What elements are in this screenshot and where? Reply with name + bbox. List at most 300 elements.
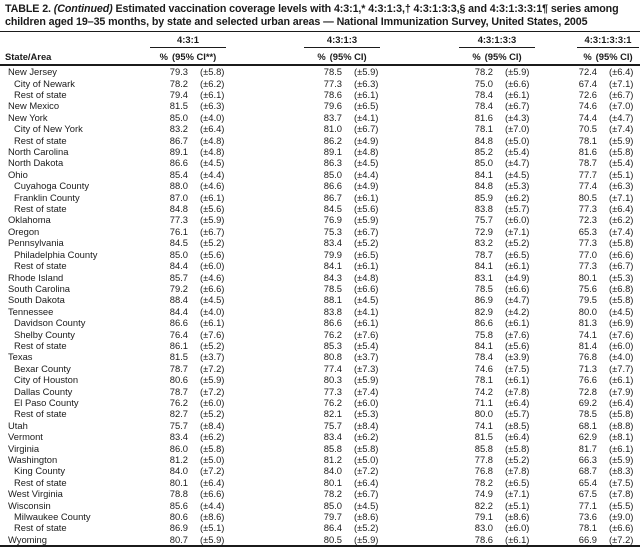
- coverage-pct-cell: 80.6: [169, 374, 188, 386]
- confidence-interval-cell: (±7.1): [505, 225, 530, 237]
- coverage-pct-cell: 68.1: [578, 419, 597, 431]
- confidence-interval-cell: (±8.6): [354, 511, 379, 523]
- state-area-cell: Utah: [8, 419, 28, 431]
- table-row: [0, 363, 640, 374]
- coverage-pct-cell: 89.1: [323, 146, 342, 158]
- confidence-interval-cell: (±5.9): [505, 66, 530, 78]
- coverage-pct-cell: 86.2: [323, 134, 342, 146]
- confidence-interval-cell: (±5.3): [505, 180, 530, 192]
- state-area-cell: Wyoming: [8, 533, 47, 545]
- coverage-pct-cell: 84.1: [474, 168, 493, 180]
- coverage-pct-cell: 78.5: [578, 408, 597, 420]
- confidence-interval-cell: (±7.1): [505, 488, 530, 500]
- coverage-pct-cell: 81.6: [474, 111, 493, 123]
- coverage-pct-cell: 72.4: [578, 66, 597, 78]
- coverage-pct-cell: 80.6: [169, 511, 188, 523]
- coverage-pct-cell: 77.8: [474, 454, 493, 465]
- coverage-pct-cell: 75.0: [474, 77, 493, 89]
- confidence-interval-cell: (±4.7): [505, 294, 530, 306]
- coverage-pct-cell: 84.5: [323, 203, 342, 215]
- column-group-4-3-1: [150, 32, 304, 49]
- coverage-pct-cell: 75.6: [578, 282, 597, 294]
- table-row: [0, 203, 640, 214]
- table-row: [0, 123, 640, 134]
- coverage-pct-cell: 78.7: [578, 157, 597, 169]
- subheader-4-3-1-3-3: [455, 48, 559, 65]
- state-area-header-spacer: [0, 32, 150, 49]
- state-area-cell: South Dakota: [8, 294, 65, 306]
- confidence-interval-cell: (±8.1): [609, 431, 634, 443]
- coverage-pct-cell: 84.8: [474, 134, 493, 146]
- column-group-label: 4:3:1: [150, 34, 226, 48]
- table-row: [0, 157, 640, 168]
- coverage-pct-cell: 86.6: [474, 317, 493, 329]
- table-row: [0, 135, 640, 146]
- coverage-pct-cell: 86.6: [169, 157, 188, 169]
- table-row: [0, 78, 640, 89]
- confidence-interval-cell: (±7.2): [200, 465, 225, 477]
- coverage-pct-cell: 81.5: [169, 100, 188, 112]
- confidence-interval-cell: (±6.1): [609, 374, 634, 386]
- continued-label: (Continued): [53, 3, 113, 15]
- confidence-interval-cell: (±4.8): [354, 271, 379, 283]
- coverage-pct-cell: 71.3: [578, 362, 597, 374]
- confidence-interval-cell: (±4.8): [200, 134, 225, 146]
- confidence-interval-cell: (±6.7): [354, 225, 379, 237]
- pct-header: %: [159, 51, 169, 63]
- coverage-pct-cell: 86.7: [323, 191, 342, 203]
- state-area-cell: City of Newark: [14, 77, 75, 89]
- confidence-interval-cell: (±7.8): [609, 488, 634, 500]
- confidence-interval-cell: (±6.8): [609, 282, 634, 294]
- table-row: [0, 226, 640, 237]
- coverage-pct-cell: 66.9: [578, 533, 597, 545]
- state-area-cell: Rest of state: [14, 522, 67, 534]
- confidence-interval-cell: (±6.5): [354, 100, 379, 112]
- state-area-cell: Tennessee: [8, 305, 54, 317]
- confidence-interval-cell: (±5.2): [354, 237, 379, 249]
- confidence-interval-cell: (±6.2): [505, 191, 530, 203]
- table-row: [0, 260, 640, 271]
- coverage-pct-cell: 83.4: [169, 431, 188, 443]
- state-area-cell: New Jersey: [8, 66, 57, 78]
- subheader-4-3-1-3-3-1: [559, 48, 640, 65]
- coverage-pct-cell: 80.1: [578, 271, 597, 283]
- coverage-pct-cell: 84.4: [169, 305, 188, 317]
- coverage-pct-cell: 71.1: [474, 396, 493, 408]
- confidence-interval-cell: (±4.7): [505, 157, 530, 169]
- coverage-pct-cell: 86.6: [169, 317, 188, 329]
- coverage-pct-cell: 86.6: [323, 317, 342, 329]
- confidence-interval-cell: (±6.6): [354, 282, 379, 294]
- coverage-pct-cell: 77.3: [578, 260, 597, 272]
- table-row: [0, 272, 640, 283]
- confidence-interval-cell: (±6.7): [609, 89, 634, 100]
- confidence-interval-cell: (±6.1): [354, 89, 379, 100]
- coverage-pct-cell: 67.4: [578, 77, 597, 89]
- confidence-interval-cell: (±5.7): [505, 408, 530, 420]
- coverage-pct-cell: 84.5: [169, 237, 188, 249]
- confidence-interval-cell: (±6.0): [505, 214, 530, 226]
- confidence-interval-cell: (±7.3): [354, 362, 379, 374]
- state-area-cell: New York: [8, 111, 48, 123]
- coverage-pct-cell: 77.3: [323, 77, 342, 89]
- coverage-pct-cell: 77.3: [578, 203, 597, 215]
- confidence-interval-cell: (±5.0): [200, 454, 225, 465]
- coverage-pct-cell: 76.6: [578, 374, 597, 386]
- table-title: [0, 0, 640, 31]
- confidence-interval-cell: (±6.7): [505, 100, 530, 112]
- ci-header: (95% CI): [595, 51, 633, 63]
- confidence-interval-cell: (±5.1): [505, 499, 530, 511]
- coverage-pct-cell: 78.5: [323, 282, 342, 294]
- confidence-interval-cell: (±7.6): [505, 328, 530, 340]
- state-area-cell: Vermont: [8, 431, 43, 443]
- coverage-pct-cell: 62.9: [578, 431, 597, 443]
- coverage-pct-cell: 84.1: [474, 260, 493, 272]
- confidence-interval-cell: (±5.9): [354, 374, 379, 386]
- coverage-pct-cell: 77.4: [578, 180, 597, 192]
- confidence-interval-cell: (±7.1): [609, 77, 634, 89]
- coverage-pct-cell: 83.8: [474, 203, 493, 215]
- confidence-interval-cell: (±5.2): [200, 339, 225, 351]
- coverage-pct-cell: 85.0: [323, 499, 342, 511]
- confidence-interval-cell: (±8.3): [609, 465, 634, 477]
- coverage-pct-cell: 86.4: [323, 522, 342, 534]
- coverage-pct-cell: 74.2: [474, 385, 493, 397]
- coverage-pct-cell: 76.9: [323, 214, 342, 226]
- coverage-pct-cell: 85.4: [169, 168, 188, 180]
- confidence-interval-cell: (±6.4): [609, 66, 634, 78]
- confidence-interval-cell: (±6.9): [609, 317, 634, 329]
- table-row: [0, 477, 640, 488]
- confidence-interval-cell: (±4.9): [354, 180, 379, 192]
- confidence-interval-cell: (±8.8): [609, 419, 634, 431]
- coverage-pct-cell: 78.2: [474, 66, 493, 78]
- confidence-interval-cell: (±6.4): [505, 431, 530, 443]
- confidence-interval-cell: (±4.5): [354, 499, 379, 511]
- coverage-pct-cell: 84.0: [323, 465, 342, 477]
- confidence-interval-cell: (±4.5): [354, 157, 379, 169]
- confidence-interval-cell: (±3.7): [200, 351, 225, 363]
- coverage-pct-cell: 74.6: [578, 100, 597, 112]
- coverage-pct-cell: 81.5: [474, 431, 493, 443]
- confidence-interval-cell: (±5.8): [200, 442, 225, 454]
- coverage-pct-cell: 85.0: [323, 168, 342, 180]
- state-area-cell: Rhode Island: [8, 271, 64, 283]
- table-row: [0, 431, 640, 442]
- coverage-pct-cell: 84.8: [474, 180, 493, 192]
- state-area-cell: Rest of state: [14, 89, 67, 100]
- confidence-interval-cell: (±5.9): [354, 533, 379, 545]
- confidence-interval-cell: (±5.2): [200, 237, 225, 249]
- coverage-pct-cell: 77.7: [578, 168, 597, 180]
- coverage-pct-cell: 80.1: [169, 476, 188, 488]
- confidence-interval-cell: (±5.2): [354, 522, 379, 534]
- coverage-pct-cell: 73.6: [578, 511, 597, 523]
- coverage-pct-cell: 86.1: [169, 339, 188, 351]
- coverage-pct-cell: 70.5: [578, 123, 597, 135]
- confidence-interval-cell: (±5.8): [609, 294, 634, 306]
- coverage-pct-cell: 76.8: [474, 465, 493, 477]
- coverage-pct-cell: 78.7: [169, 362, 188, 374]
- state-area-header: State/Area: [0, 48, 150, 65]
- table-row: [0, 340, 640, 351]
- confidence-interval-cell: (±6.6): [505, 77, 530, 89]
- coverage-pct-cell: 76.2: [323, 328, 342, 340]
- coverage-pct-cell: 79.3: [169, 66, 188, 78]
- coverage-pct-cell: 74.1: [578, 328, 597, 340]
- confidence-interval-cell: (±6.1): [200, 191, 225, 203]
- confidence-interval-cell: (±6.2): [200, 77, 225, 89]
- confidence-interval-cell: (±5.8): [505, 442, 530, 454]
- confidence-interval-cell: (±5.6): [505, 339, 530, 351]
- coverage-pct-cell: 85.9: [474, 191, 493, 203]
- confidence-interval-cell: (±7.6): [354, 328, 379, 340]
- coverage-pct-cell: 85.8: [323, 442, 342, 454]
- coverage-pct-cell: 75.7: [474, 214, 493, 226]
- coverage-pct-cell: 80.5: [578, 191, 597, 203]
- coverage-pct-cell: 86.7: [169, 134, 188, 146]
- state-area-cell: Ohio: [8, 168, 28, 180]
- confidence-interval-cell: (±6.6): [609, 522, 634, 534]
- confidence-interval-cell: (±5.8): [609, 237, 634, 249]
- state-area-cell: Virginia: [8, 442, 40, 454]
- confidence-interval-cell: (±6.6): [200, 488, 225, 500]
- confidence-interval-cell: (±7.5): [505, 362, 530, 374]
- state-area-cell: Rest of state: [14, 134, 67, 146]
- confidence-interval-cell: (±5.5): [609, 499, 634, 511]
- confidence-interval-cell: (±5.8): [609, 408, 634, 420]
- coverage-pct-cell: 77.3: [578, 237, 597, 249]
- column-group-label: 4:3:1:3:3:1: [577, 34, 639, 48]
- coverage-pct-cell: 84.0: [169, 465, 188, 477]
- state-area-cell: Philadelphia County: [14, 248, 98, 260]
- coverage-pct-cell: 81.4: [578, 339, 597, 351]
- confidence-interval-cell: (±6.7): [200, 225, 225, 237]
- confidence-interval-cell: (±4.4): [200, 499, 225, 511]
- confidence-interval-cell: (±4.0): [609, 351, 634, 363]
- coverage-pct-cell: 76.2: [323, 396, 342, 408]
- coverage-pct-cell: 76.4: [169, 328, 188, 340]
- ci-header: (95% CI): [484, 51, 522, 63]
- confidence-interval-cell: (±5.2): [505, 454, 530, 465]
- confidence-interval-cell: (±6.7): [609, 260, 634, 272]
- coverage-pct-cell: 69.2: [578, 396, 597, 408]
- state-area-cell: City of Houston: [14, 374, 79, 386]
- coverage-pct-cell: 80.8: [323, 351, 342, 363]
- coverage-pct-cell: 75.7: [323, 419, 342, 431]
- state-area-cell: King County: [14, 465, 66, 477]
- confidence-interval-cell: (±4.3): [505, 111, 530, 123]
- coverage-pct-cell: 78.7: [169, 385, 188, 397]
- table-header: [0, 32, 640, 66]
- coverage-pct-cell: 72.6: [578, 89, 597, 100]
- coverage-pct-cell: 78.6: [474, 533, 493, 545]
- confidence-interval-cell: (±6.1): [200, 89, 225, 100]
- table-row: [0, 65, 640, 77]
- confidence-interval-cell: (±6.5): [354, 248, 379, 260]
- confidence-interval-cell: (±5.2): [505, 237, 530, 249]
- confidence-interval-cell: (±7.4): [354, 385, 379, 397]
- coverage-pct-cell: 74.9: [474, 488, 493, 500]
- confidence-interval-cell: (±7.9): [609, 385, 634, 397]
- coverage-pct-cell: 85.3: [323, 339, 342, 351]
- coverage-pct-cell: 82.1: [323, 408, 342, 420]
- coverage-pct-cell: 79.6: [323, 100, 342, 112]
- confidence-interval-cell: (±6.1): [609, 442, 634, 454]
- confidence-interval-cell: (±7.2): [354, 465, 379, 477]
- confidence-interval-cell: (±7.2): [609, 533, 634, 545]
- vaccination-coverage-table: [0, 31, 640, 547]
- coverage-pct-cell: 80.1: [323, 476, 342, 488]
- coverage-pct-cell: 83.7: [323, 111, 342, 123]
- coverage-pct-cell: 85.0: [474, 157, 493, 169]
- coverage-pct-cell: 84.4: [169, 260, 188, 272]
- state-area-cell: Rest of state: [14, 339, 67, 351]
- confidence-interval-cell: (±6.1): [505, 374, 530, 386]
- state-area-cell: South Carolina: [8, 282, 71, 294]
- state-area-cell: Franklin County: [14, 191, 80, 203]
- confidence-interval-cell: (±5.7): [505, 203, 530, 215]
- confidence-interval-cell: (±4.4): [354, 168, 379, 180]
- confidence-interval-cell: (±5.4): [609, 157, 634, 169]
- confidence-interval-cell: (±6.1): [354, 317, 379, 329]
- table-body: [0, 65, 640, 546]
- coverage-pct-cell: 83.2: [474, 237, 493, 249]
- coverage-pct-cell: 74.1: [474, 419, 493, 431]
- coverage-pct-cell: 86.9: [474, 294, 493, 306]
- table-row: [0, 465, 640, 476]
- state-area-cell: Rest of state: [14, 260, 67, 272]
- table-row: [0, 534, 640, 546]
- confidence-interval-cell: (±6.5): [505, 476, 530, 488]
- confidence-interval-cell: (±6.2): [200, 431, 225, 443]
- coverage-pct-cell: 78.5: [323, 66, 342, 78]
- confidence-interval-cell: (±7.7): [609, 362, 634, 374]
- confidence-interval-cell: (±4.2): [505, 305, 530, 317]
- table-row: [0, 386, 640, 397]
- coverage-pct-cell: 72.8: [578, 385, 597, 397]
- confidence-interval-cell: (±5.9): [354, 66, 379, 78]
- confidence-interval-cell: (±6.1): [200, 317, 225, 329]
- confidence-interval-cell: (±4.6): [200, 180, 225, 192]
- confidence-interval-cell: (±6.7): [354, 488, 379, 500]
- table-row: [0, 100, 640, 111]
- pct-header: %: [317, 51, 326, 63]
- coverage-pct-cell: 79.4: [169, 89, 188, 100]
- table-row: [0, 511, 640, 522]
- state-area-cell: Washington: [8, 454, 58, 465]
- confidence-interval-cell: (±6.7): [354, 123, 379, 135]
- state-area-cell: El Paso County: [14, 396, 79, 408]
- coverage-pct-cell: 80.0: [474, 408, 493, 420]
- table-row: [0, 283, 640, 294]
- column-group-label: 4:3:1:3: [304, 34, 380, 48]
- table-row: [0, 329, 640, 340]
- table-row: [0, 351, 640, 362]
- ci-header: (95% CI): [329, 51, 367, 63]
- coverage-pct-cell: 79.2: [169, 282, 188, 294]
- state-area-cell: Milwaukee County: [14, 511, 91, 523]
- coverage-pct-cell: 66.3: [578, 454, 597, 465]
- confidence-interval-cell: (±4.0): [200, 305, 225, 317]
- table-row: [0, 443, 640, 454]
- table-row: [0, 317, 640, 328]
- confidence-interval-cell: (±4.6): [200, 271, 225, 283]
- coverage-pct-cell: 78.1: [578, 134, 597, 146]
- coverage-pct-cell: 79.5: [578, 294, 597, 306]
- coverage-pct-cell: 86.9: [169, 522, 188, 534]
- subheader-4-3-1-3: [304, 48, 455, 65]
- confidence-interval-cell: (±5.8): [354, 442, 379, 454]
- confidence-interval-cell: (±6.4): [505, 396, 530, 408]
- confidence-interval-cell: (±6.4): [354, 476, 379, 488]
- coverage-pct-cell: 84.1: [323, 260, 342, 272]
- confidence-interval-cell: (±4.8): [200, 146, 225, 158]
- confidence-interval-cell: (±4.8): [354, 146, 379, 158]
- coverage-pct-cell: 83.1: [474, 271, 493, 283]
- state-area-cell: Bexar County: [14, 362, 71, 374]
- coverage-pct-cell: 82.7: [169, 408, 188, 420]
- confidence-interval-cell: (±4.1): [354, 305, 379, 317]
- coverage-pct-cell: 85.7: [169, 271, 188, 283]
- confidence-interval-cell: (±7.6): [609, 328, 634, 340]
- coverage-pct-cell: 72.9: [474, 225, 493, 237]
- confidence-interval-cell: (±4.7): [609, 111, 634, 123]
- coverage-pct-cell: 77.0: [578, 248, 597, 260]
- coverage-pct-cell: 65.3: [578, 225, 597, 237]
- coverage-pct-cell: 86.6: [323, 180, 342, 192]
- coverage-pct-cell: 82.9: [474, 305, 493, 317]
- confidence-interval-cell: (±8.4): [354, 419, 379, 431]
- coverage-pct-cell: 81.7: [578, 442, 597, 454]
- coverage-pct-cell: 78.7: [474, 248, 493, 260]
- coverage-pct-cell: 77.3: [323, 385, 342, 397]
- table-number: TABLE 2.: [5, 3, 54, 15]
- table-row: [0, 454, 640, 465]
- confidence-interval-cell: (±6.4): [200, 476, 225, 488]
- confidence-interval-cell: (±7.6): [200, 328, 225, 340]
- ci-header: (95% CI**): [172, 51, 217, 63]
- coverage-pct-cell: 76.1: [169, 225, 188, 237]
- coverage-pct-cell: 86.0: [169, 442, 188, 454]
- column-group-4-3-1-3-3-1: [559, 32, 640, 49]
- confidence-interval-cell: (±6.4): [200, 123, 225, 135]
- state-area-cell: Rest of state: [14, 476, 67, 488]
- confidence-interval-cell: (±5.3): [354, 408, 379, 420]
- coverage-pct-cell: 84.1: [474, 339, 493, 351]
- coverage-pct-cell: 83.8: [323, 305, 342, 317]
- confidence-interval-cell: (±5.9): [609, 134, 634, 146]
- confidence-interval-cell: (±3.7): [354, 351, 379, 363]
- confidence-interval-cell: (±6.1): [505, 533, 530, 545]
- coverage-pct-cell: 78.1: [578, 522, 597, 534]
- confidence-interval-cell: (±8.6): [200, 511, 225, 523]
- confidence-interval-cell: (±5.0): [505, 134, 530, 146]
- coverage-pct-cell: 83.4: [323, 237, 342, 249]
- confidence-interval-cell: (±5.9): [200, 374, 225, 386]
- confidence-interval-cell: (±6.1): [505, 260, 530, 272]
- state-area-cell: Oregon: [8, 225, 40, 237]
- confidence-interval-cell: (±5.0): [354, 454, 379, 465]
- coverage-pct-cell: 84.3: [323, 271, 342, 283]
- confidence-interval-cell: (±4.0): [200, 111, 225, 123]
- table-row: [0, 420, 640, 431]
- confidence-interval-cell: (±6.2): [354, 431, 379, 443]
- coverage-pct-cell: 83.4: [323, 431, 342, 443]
- coverage-pct-cell: 79.7: [323, 511, 342, 523]
